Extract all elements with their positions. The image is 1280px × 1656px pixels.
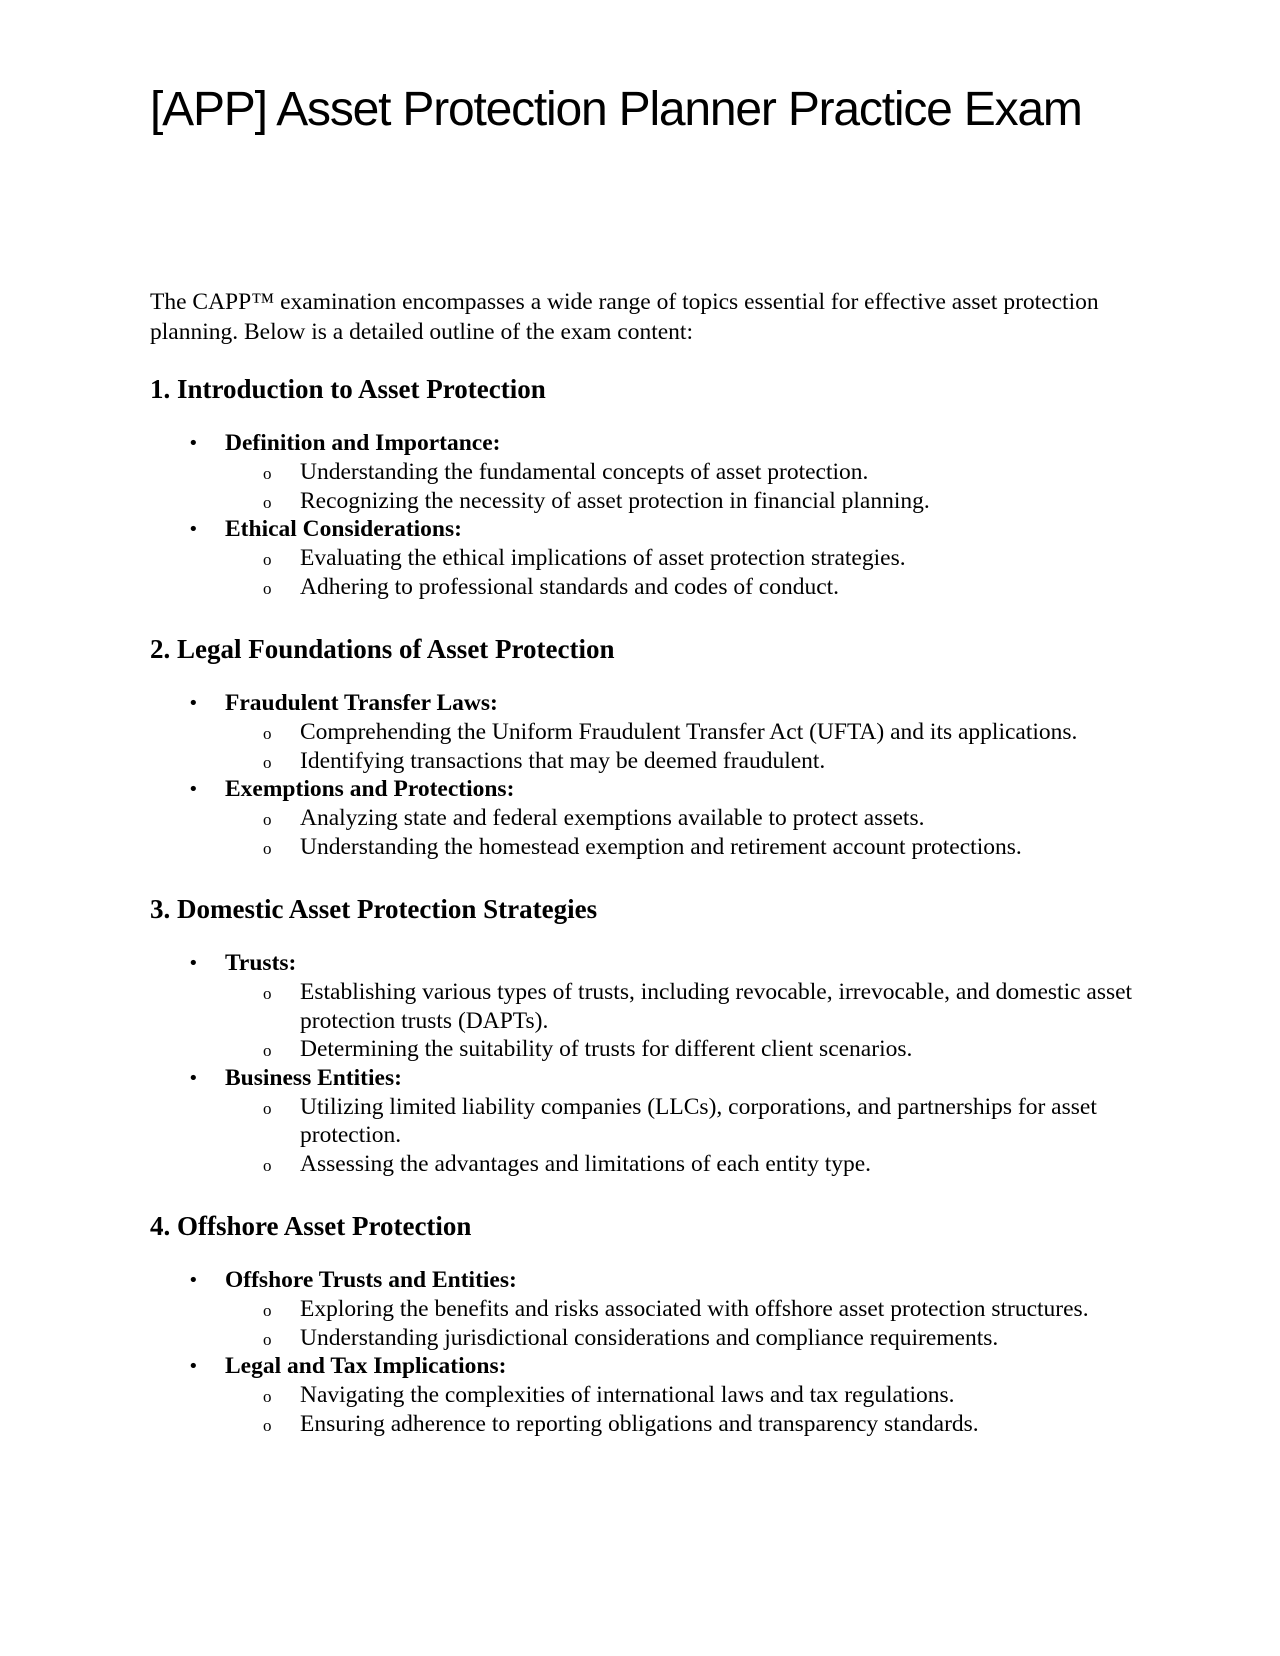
topic-label: Ethical Considerations: <box>225 516 462 542</box>
sub-point-text: Recognizing the necessity of asset protection in financial planning. <box>300 487 930 514</box>
topic-label: Business Entities: <box>225 1064 402 1091</box>
sub-point-text: Analyzing state and federal exemptions available to protect assets. <box>300 805 925 831</box>
sub-point-text: Establishing various types of trusts, including revocable, irrevocable, and domestic asset protection trusts (DAPTs). <box>300 979 1133 1034</box>
sub-point-text: Navigating the complexities of international laws and tax regulations. <box>300 1382 955 1408</box>
section-heading: 1. Introduction to Asset Protection <box>150 374 546 404</box>
sub-point-item <box>225 1381 1140 1410</box>
topic-list <box>150 949 1140 1178</box>
bullet-icon: • <box>188 1356 199 1377</box>
topic-item <box>150 689 1140 775</box>
section-heading: 4. Offshore Asset Protection <box>150 1211 472 1241</box>
hollow-bullet-icon: o <box>263 752 272 772</box>
sub-point-list <box>225 1381 1140 1438</box>
hollow-bullet-icon: o <box>263 492 272 512</box>
bullet-icon: • <box>188 953 199 974</box>
topic-label: Fraudulent Transfer Laws: <box>225 690 498 716</box>
hollow-bullet-icon: o <box>263 984 272 1003</box>
sub-point-item <box>225 544 1140 573</box>
bullet-icon: • <box>188 779 199 800</box>
section-heading: 3. Domestic Asset Protection Strategies <box>150 894 598 924</box>
hollow-bullet-icon: o <box>263 1041 272 1060</box>
topic-label: Exemptions and Protections: <box>225 776 515 802</box>
sub-point-item <box>225 1295 1140 1324</box>
topic-label: Legal and Tax Implications: <box>225 1353 507 1379</box>
sub-point-text: Determining the suitability of trusts for different client scenarios. <box>300 1036 913 1062</box>
section <box>150 891 1140 1178</box>
bullet-icon: • <box>188 1067 199 1089</box>
bullet-icon: • <box>188 1270 199 1291</box>
bullet-icon: • <box>188 693 199 714</box>
sub-point-list <box>225 978 1140 1064</box>
hollow-bullet-icon: o <box>263 1415 272 1435</box>
sub-point-item <box>225 1035 1140 1064</box>
hollow-bullet-icon: o <box>263 1155 272 1175</box>
sub-point-text: Assessing the advantages and limitations of each entity type. <box>300 1150 872 1177</box>
topic-list <box>150 429 1140 601</box>
topic-label: Offshore Trusts and Entities: <box>225 1267 517 1293</box>
topic-item <box>150 515 1140 601</box>
sub-point-text: Understanding jurisdictional considerations and compliance requirements. <box>300 1324 999 1351</box>
sub-point-item <box>225 1410 1140 1439</box>
topic-item <box>150 429 1140 515</box>
topic-item <box>150 775 1140 861</box>
section-heading: 2. Legal Foundations of Asset Protection <box>150 634 615 664</box>
topic-label: Definition and Importance: <box>225 430 501 456</box>
page-title: [APP] Asset Protection Planner Practice Exam <box>150 83 1082 136</box>
sub-point-item <box>225 487 1140 516</box>
hollow-bullet-icon: o <box>263 1387 272 1406</box>
sub-point-list <box>225 804 1140 861</box>
sub-point-item <box>225 458 1140 487</box>
sub-point-list <box>225 458 1140 515</box>
topic-item <box>150 1352 1140 1438</box>
sub-point-text: Utilizing limited liability companies (LLCs), corporations, and partnerships for asset protection. <box>300 1093 1097 1148</box>
sub-point-item <box>225 833 1140 862</box>
sub-point-list <box>225 1093 1140 1179</box>
sub-point-item <box>225 573 1140 602</box>
sub-point-list <box>225 718 1140 775</box>
topic-item <box>150 1266 1140 1352</box>
sub-point-item <box>225 1324 1140 1353</box>
sub-point-text: Exploring the benefits and risks associated with offshore asset protection structures. <box>300 1296 1089 1322</box>
sub-point-text: Evaluating the ethical implications of asset protection strategies. <box>300 545 906 571</box>
section <box>150 371 1140 601</box>
sub-point-list <box>225 544 1140 601</box>
hollow-bullet-icon: o <box>263 810 272 829</box>
sub-point-item <box>225 747 1140 776</box>
sections-container <box>150 371 1140 1438</box>
topic-list <box>150 689 1140 861</box>
section <box>150 631 1140 861</box>
sub-point-text: Adhering to professional standards and codes of conduct. <box>300 573 840 600</box>
hollow-bullet-icon: o <box>263 724 272 743</box>
topic-item <box>150 949 1140 1064</box>
sub-point-item <box>225 804 1140 833</box>
hollow-bullet-icon: o <box>263 464 272 483</box>
sub-point-text: Understanding the homestead exemption and retirement account protections. <box>300 833 1022 860</box>
sub-point-list <box>225 1295 1140 1352</box>
intro-paragraph: The CAPP™ examination encompasses a wide range of topics essential for effective asset protection planning. Below is a detailed outline of the exam content: <box>150 289 1099 345</box>
sub-point-text: Comprehending the Uniform Fraudulent Transfer Act (UFTA) and its applications. <box>300 719 1078 745</box>
hollow-bullet-icon: o <box>263 1098 272 1118</box>
topic-list <box>150 1266 1140 1438</box>
document-page <box>150 70 1140 1438</box>
bullet-icon: • <box>188 433 199 454</box>
hollow-bullet-icon: o <box>263 838 272 858</box>
hollow-bullet-icon: o <box>263 1329 272 1349</box>
hollow-bullet-icon: o <box>263 578 272 598</box>
topic-label: Trusts: <box>225 950 297 976</box>
sub-point-text: Understanding the fundamental concepts of asset protection. <box>300 459 869 485</box>
hollow-bullet-icon: o <box>263 550 272 569</box>
section <box>150 1208 1140 1438</box>
sub-point-item <box>225 1150 1140 1179</box>
sub-point-item <box>225 718 1140 747</box>
sub-point-text: Identifying transactions that may be deemed fraudulent. <box>300 747 826 774</box>
sub-point-item <box>225 1093 1140 1150</box>
sub-point-text: Ensuring adherence to reporting obligations and transparency standards. <box>300 1410 979 1437</box>
sub-point-item <box>225 978 1140 1035</box>
bullet-icon: • <box>188 519 199 540</box>
hollow-bullet-icon: o <box>263 1301 272 1320</box>
topic-item <box>150 1064 1140 1179</box>
